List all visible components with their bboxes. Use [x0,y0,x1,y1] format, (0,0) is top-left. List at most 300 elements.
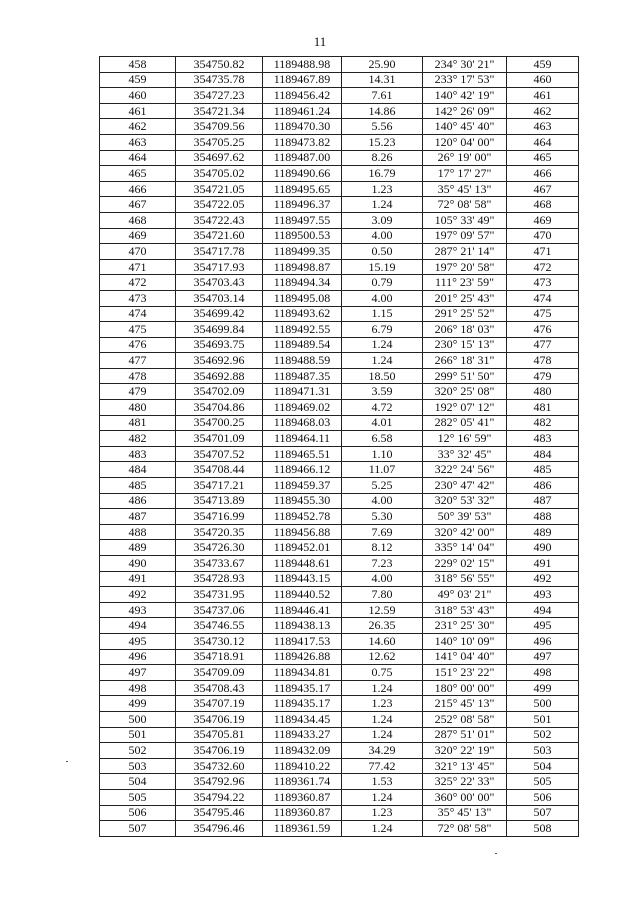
x-coordinate-cell: 354701.09 [176,431,263,447]
x-coordinate-cell: 354728.93 [176,571,263,587]
y-coordinate-cell: 1189435.17 [263,696,342,712]
y-coordinate-cell: 1189434.81 [263,665,342,681]
x-coordinate-cell: 354720.35 [176,524,263,540]
point-to-cell: 472 [507,259,579,275]
y-coordinate-cell: 1189487.35 [263,368,342,384]
distance-cell: 1.53 [342,774,423,790]
table-row [100,665,579,681]
table-row [100,805,579,821]
distance-cell: 7.69 [342,524,423,540]
distance-cell: 8.12 [342,540,423,556]
table-row [100,259,579,275]
bearing-cell: 201° 25' 43" [423,290,507,306]
point-from-cell: 463 [100,134,176,150]
distance-cell: 5.25 [342,478,423,494]
x-coordinate-cell: 354707.19 [176,696,263,712]
point-to-cell: 480 [507,384,579,400]
y-coordinate-cell: 1189434.45 [263,711,342,727]
x-coordinate-cell: 354746.55 [176,618,263,634]
distance-cell: 16.79 [342,166,423,182]
point-to-cell: 491 [507,556,579,572]
point-to-cell: 463 [507,119,579,135]
bearing-cell: 360° 00' 00" [423,789,507,805]
distance-cell: 5.56 [342,119,423,135]
table-row [100,150,579,166]
table-row [100,119,579,135]
distance-cell: 1.10 [342,446,423,462]
point-to-cell: 475 [507,306,579,322]
x-coordinate-cell: 354731.95 [176,587,263,603]
point-from-cell: 459 [100,72,176,88]
table-row [100,524,579,540]
distance-cell: 25.90 [342,57,423,73]
bearing-cell: 233° 17' 53" [423,72,507,88]
distance-cell: 12.62 [342,649,423,665]
point-to-cell: 470 [507,228,579,244]
point-to-cell: 502 [507,727,579,743]
y-coordinate-cell: 1189464.11 [263,431,342,447]
point-to-cell: 462 [507,103,579,119]
distance-cell: 1.24 [342,337,423,353]
bearing-cell: 72° 08' 58" [423,197,507,213]
table-row [100,431,579,447]
point-from-cell: 461 [100,103,176,119]
point-from-cell: 483 [100,446,176,462]
point-to-cell: 483 [507,431,579,447]
point-from-cell: 485 [100,478,176,494]
y-coordinate-cell: 1189410.22 [263,758,342,774]
x-coordinate-cell: 354704.86 [176,400,263,416]
y-coordinate-cell: 1189361.59 [263,821,342,837]
x-coordinate-cell: 354706.19 [176,743,263,759]
bearing-cell: 151° 23' 22" [423,665,507,681]
distance-cell: 4.72 [342,400,423,416]
y-coordinate-cell: 1189361.74 [263,774,342,790]
point-to-cell: 484 [507,446,579,462]
y-coordinate-cell: 1189455.30 [263,493,342,509]
y-coordinate-cell: 1189426.88 [263,649,342,665]
y-coordinate-cell: 1189440.52 [263,587,342,603]
y-coordinate-cell: 1189488.59 [263,353,342,369]
point-to-cell: 478 [507,353,579,369]
point-from-cell: 471 [100,259,176,275]
x-coordinate-cell: 354795.46 [176,805,263,821]
y-coordinate-cell: 1189461.24 [263,103,342,119]
scan-speck [495,853,497,854]
x-coordinate-cell: 354692.96 [176,353,263,369]
x-coordinate-cell: 354697.62 [176,150,263,166]
x-coordinate-cell: 354722.05 [176,197,263,213]
table-row [100,602,579,618]
y-coordinate-cell: 1189493.62 [263,306,342,322]
coordinates-table [99,56,579,837]
distance-cell: 14.86 [342,103,423,119]
point-to-cell: 494 [507,602,579,618]
table-row [100,743,579,759]
point-to-cell: 474 [507,290,579,306]
distance-cell: 5.30 [342,509,423,525]
y-coordinate-cell: 1189471.31 [263,384,342,400]
x-coordinate-cell: 354730.12 [176,633,263,649]
x-coordinate-cell: 354713.89 [176,493,263,509]
bearing-cell: 142° 26' 09" [423,103,507,119]
x-coordinate-cell: 354726.30 [176,540,263,556]
point-to-cell: 481 [507,400,579,416]
distance-cell: 3.59 [342,384,423,400]
y-coordinate-cell: 1189473.82 [263,134,342,150]
x-coordinate-cell: 354732.60 [176,758,263,774]
x-coordinate-cell: 354750.82 [176,57,263,73]
point-from-cell: 475 [100,322,176,338]
x-coordinate-cell: 354705.02 [176,166,263,182]
x-coordinate-cell: 354727.23 [176,88,263,104]
point-to-cell: 504 [507,758,579,774]
bearing-cell: 252° 08' 58" [423,711,507,727]
bearing-cell: 335° 14' 04" [423,540,507,556]
distance-cell: 1.15 [342,306,423,322]
point-from-cell: 468 [100,212,176,228]
point-to-cell: 460 [507,72,579,88]
point-from-cell: 500 [100,711,176,727]
distance-cell: 4.00 [342,571,423,587]
point-from-cell: 467 [100,197,176,213]
table-row [100,509,579,525]
table-row [100,478,579,494]
point-to-cell: 505 [507,774,579,790]
distance-cell: 14.60 [342,633,423,649]
table-row [100,758,579,774]
point-to-cell: 506 [507,789,579,805]
distance-cell: 4.01 [342,415,423,431]
x-coordinate-cell: 354699.84 [176,322,263,338]
point-from-cell: 470 [100,244,176,260]
bearing-cell: 231° 25' 30" [423,618,507,634]
distance-cell: 1.24 [342,727,423,743]
distance-cell: 1.24 [342,821,423,837]
point-from-cell: 476 [100,337,176,353]
table-row [100,696,579,712]
table-row [100,72,579,88]
point-from-cell: 503 [100,758,176,774]
x-coordinate-cell: 354721.34 [176,103,263,119]
x-coordinate-cell: 354699.42 [176,306,263,322]
bearing-cell: 105° 33' 49" [423,212,507,228]
y-coordinate-cell: 1189495.65 [263,181,342,197]
x-coordinate-cell: 354716.99 [176,509,263,525]
table-row [100,493,579,509]
point-from-cell: 478 [100,368,176,384]
distance-cell: 12.59 [342,602,423,618]
bearing-cell: 35° 45' 13" [423,181,507,197]
y-coordinate-cell: 1189496.37 [263,197,342,213]
y-coordinate-cell: 1189488.98 [263,57,342,73]
bearing-cell: 321° 13' 45" [423,758,507,774]
point-to-cell: 497 [507,649,579,665]
bearing-cell: 111° 23' 59" [423,275,507,291]
table-row [100,711,579,727]
bearing-cell: 141° 04' 40" [423,649,507,665]
bearing-cell: 291° 25' 52" [423,306,507,322]
table-row [100,540,579,556]
bearing-cell: 192° 07' 12" [423,400,507,416]
bearing-cell: 33° 32' 45" [423,446,507,462]
distance-cell: 0.75 [342,665,423,681]
y-coordinate-cell: 1189452.01 [263,540,342,556]
distance-cell: 14.31 [342,72,423,88]
point-from-cell: 507 [100,821,176,837]
coordinates-table-body [100,57,579,837]
table-row [100,462,579,478]
table-row [100,322,579,338]
x-coordinate-cell: 354718.91 [176,649,263,665]
point-from-cell: 484 [100,462,176,478]
y-coordinate-cell: 1189360.87 [263,789,342,805]
table-row [100,337,579,353]
y-coordinate-cell: 1189469.02 [263,400,342,416]
table-row [100,228,579,244]
distance-cell: 1.24 [342,353,423,369]
y-coordinate-cell: 1189487.00 [263,150,342,166]
table-row [100,556,579,572]
point-to-cell: 468 [507,197,579,213]
point-to-cell: 487 [507,493,579,509]
x-coordinate-cell: 354709.56 [176,119,263,135]
x-coordinate-cell: 354735.78 [176,72,263,88]
table-row [100,587,579,603]
point-from-cell: 492 [100,587,176,603]
point-from-cell: 480 [100,400,176,416]
distance-cell: 4.00 [342,493,423,509]
point-to-cell: 489 [507,524,579,540]
point-to-cell: 461 [507,88,579,104]
y-coordinate-cell: 1189417.53 [263,633,342,649]
y-coordinate-cell: 1189446.41 [263,602,342,618]
y-coordinate-cell: 1189490.66 [263,166,342,182]
bearing-cell: 26° 19' 00" [423,150,507,166]
bearing-cell: 234° 30' 21" [423,57,507,73]
y-coordinate-cell: 1189433.27 [263,727,342,743]
point-from-cell: 497 [100,665,176,681]
point-from-cell: 465 [100,166,176,182]
distance-cell: 6.79 [342,322,423,338]
x-coordinate-cell: 354703.43 [176,275,263,291]
point-from-cell: 496 [100,649,176,665]
point-to-cell: 496 [507,633,579,649]
point-from-cell: 472 [100,275,176,291]
table-row [100,680,579,696]
bearing-cell: 266° 18' 31" [423,353,507,369]
point-from-cell: 498 [100,680,176,696]
distance-cell: 1.24 [342,197,423,213]
point-from-cell: 460 [100,88,176,104]
bearing-cell: 140° 42' 19" [423,88,507,104]
y-coordinate-cell: 1189495.08 [263,290,342,306]
point-to-cell: 459 [507,57,579,73]
y-coordinate-cell: 1189360.87 [263,805,342,821]
table-row [100,57,579,73]
bearing-cell: 140° 45' 40" [423,119,507,135]
y-coordinate-cell: 1189456.88 [263,524,342,540]
distance-cell: 18.50 [342,368,423,384]
table-row [100,368,579,384]
point-to-cell: 477 [507,337,579,353]
point-from-cell: 466 [100,181,176,197]
bearing-cell: 35° 45' 13" [423,805,507,821]
point-to-cell: 501 [507,711,579,727]
x-coordinate-cell: 354722.43 [176,212,263,228]
bearing-cell: 215° 45' 13" [423,696,507,712]
bearing-cell: 230° 47' 42" [423,478,507,494]
x-coordinate-cell: 354709.09 [176,665,263,681]
x-coordinate-cell: 354702.09 [176,384,263,400]
point-to-cell: 507 [507,805,579,821]
point-to-cell: 500 [507,696,579,712]
bearing-cell: 320° 22' 19" [423,743,507,759]
point-to-cell: 490 [507,540,579,556]
table-row [100,384,579,400]
point-to-cell: 486 [507,478,579,494]
point-from-cell: 486 [100,493,176,509]
point-from-cell: 491 [100,571,176,587]
table-row [100,446,579,462]
distance-cell: 7.23 [342,556,423,572]
table-row [100,727,579,743]
point-to-cell: 482 [507,415,579,431]
bearing-cell: 299° 51' 50" [423,368,507,384]
point-from-cell: 499 [100,696,176,712]
point-to-cell: 464 [507,134,579,150]
distance-cell: 15.23 [342,134,423,150]
point-from-cell: 493 [100,602,176,618]
scan-speck [66,761,68,762]
x-coordinate-cell: 354737.06 [176,602,263,618]
bearing-cell: 229° 02' 15" [423,556,507,572]
table-row [100,166,579,182]
point-from-cell: 506 [100,805,176,821]
table-row [100,197,579,213]
distance-cell: 0.50 [342,244,423,260]
point-from-cell: 458 [100,57,176,73]
distance-cell: 1.24 [342,789,423,805]
y-coordinate-cell: 1189438.13 [263,618,342,634]
y-coordinate-cell: 1189499.35 [263,244,342,260]
distance-cell: 4.00 [342,228,423,244]
point-from-cell: 479 [100,384,176,400]
y-coordinate-cell: 1189492.55 [263,322,342,338]
distance-cell: 15.19 [342,259,423,275]
y-coordinate-cell: 1189448.61 [263,556,342,572]
point-to-cell: 493 [507,587,579,603]
distance-cell: 1.23 [342,181,423,197]
point-to-cell: 465 [507,150,579,166]
point-from-cell: 481 [100,415,176,431]
x-coordinate-cell: 354794.22 [176,789,263,805]
point-to-cell: 471 [507,244,579,260]
distance-cell: 26.35 [342,618,423,634]
table-row [100,649,579,665]
point-from-cell: 488 [100,524,176,540]
point-to-cell: 467 [507,181,579,197]
bearing-cell: 180° 00' 00" [423,680,507,696]
y-coordinate-cell: 1189459.37 [263,478,342,494]
bearing-cell: 120° 04' 00" [423,134,507,150]
x-coordinate-cell: 354733.67 [176,556,263,572]
table-row [100,306,579,322]
bearing-cell: 325° 22' 33" [423,774,507,790]
bearing-cell: 322° 24' 56" [423,462,507,478]
distance-cell: 3.09 [342,212,423,228]
x-coordinate-cell: 354707.52 [176,446,263,462]
point-from-cell: 477 [100,353,176,369]
x-coordinate-cell: 354717.93 [176,259,263,275]
bearing-cell: 49° 03' 21" [423,587,507,603]
point-from-cell: 490 [100,556,176,572]
point-to-cell: 495 [507,618,579,634]
distance-cell: 7.61 [342,88,423,104]
point-to-cell: 503 [507,743,579,759]
point-from-cell: 487 [100,509,176,525]
table-row [100,212,579,228]
bearing-cell: 287° 21' 14" [423,244,507,260]
y-coordinate-cell: 1189456.42 [263,88,342,104]
table-row [100,400,579,416]
bearing-cell: 320° 42' 00" [423,524,507,540]
y-coordinate-cell: 1189443.15 [263,571,342,587]
table-row [100,244,579,260]
bearing-cell: 287° 51' 01" [423,727,507,743]
y-coordinate-cell: 1189500.53 [263,228,342,244]
point-from-cell: 505 [100,789,176,805]
y-coordinate-cell: 1189470.30 [263,119,342,135]
point-from-cell: 494 [100,618,176,634]
table-row [100,290,579,306]
bearing-cell: 230° 15' 13" [423,337,507,353]
bearing-cell: 50° 39' 53" [423,509,507,525]
x-coordinate-cell: 354708.43 [176,680,263,696]
y-coordinate-cell: 1189467.89 [263,72,342,88]
bearing-cell: 320° 25' 08" [423,384,507,400]
x-coordinate-cell: 354717.21 [176,478,263,494]
point-from-cell: 464 [100,150,176,166]
point-to-cell: 466 [507,166,579,182]
y-coordinate-cell: 1189468.03 [263,415,342,431]
table-row [100,571,579,587]
distance-cell: 8.26 [342,150,423,166]
y-coordinate-cell: 1189435.17 [263,680,342,696]
point-to-cell: 479 [507,368,579,384]
x-coordinate-cell: 354717.78 [176,244,263,260]
bearing-cell: 17° 17' 27" [423,166,507,182]
bearing-cell: 282° 05' 41" [423,415,507,431]
y-coordinate-cell: 1189452.78 [263,509,342,525]
y-coordinate-cell: 1189498.87 [263,259,342,275]
bearing-cell: 318° 56' 55" [423,571,507,587]
distance-cell: 1.24 [342,680,423,696]
point-from-cell: 474 [100,306,176,322]
y-coordinate-cell: 1189466.12 [263,462,342,478]
x-coordinate-cell: 354703.14 [176,290,263,306]
bearing-cell: 318° 53' 43" [423,602,507,618]
distance-cell: 1.23 [342,805,423,821]
distance-cell: 1.23 [342,696,423,712]
point-from-cell: 469 [100,228,176,244]
point-to-cell: 485 [507,462,579,478]
x-coordinate-cell: 354708.44 [176,462,263,478]
x-coordinate-cell: 354792.96 [176,774,263,790]
x-coordinate-cell: 354705.25 [176,134,263,150]
x-coordinate-cell: 354693.75 [176,337,263,353]
bearing-cell: 206° 18' 03" [423,322,507,338]
